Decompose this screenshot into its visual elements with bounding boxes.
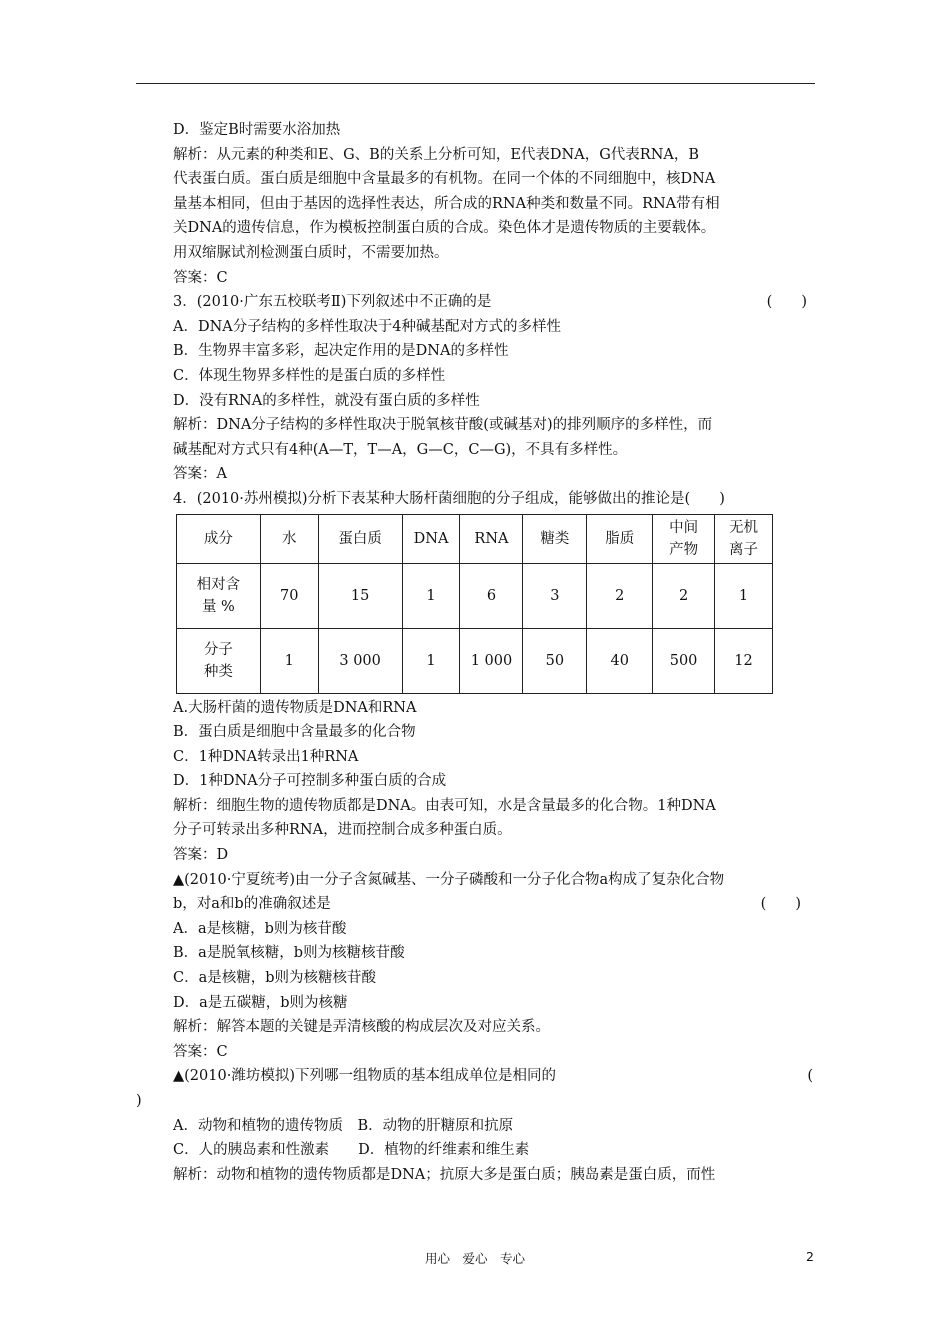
table-cell: 成分 — [177, 514, 261, 563]
answer-line: 答案：C — [173, 269, 228, 286]
table-cell: 蛋白质 — [318, 514, 402, 563]
table-cell: DNA — [402, 514, 460, 563]
text-line: 用双缩脲试剂检测蛋白质时，不需要加热。 — [173, 244, 449, 261]
composition-table-wrapper — [176, 514, 815, 694]
question-6-stem-cont — [136, 1089, 815, 1114]
options-row: A．动物和植物的遗传物质 B．动物的肝糖原和抗原 — [173, 1117, 514, 1134]
table-cell: 1 — [402, 628, 460, 693]
option-b: B．蛋白质是细胞中含量最多的化合物 — [173, 724, 416, 741]
options-row: C．人的胰岛素和性激素 D．植物的纤维素和维生素 — [173, 1142, 530, 1159]
question-5-stem: ▲(2010·宁夏统考)由一分子含氮碱基、一分子磷酸和一分子化合物a构成了复杂化合物 — [173, 871, 725, 888]
question-6-stem-text: ▲(2010·潍坊模拟)下列哪一组物质的基本组成单位是相同的 — [173, 1068, 556, 1085]
option-c: C．体现生物界多样性的是蛋白质的多样性 — [173, 367, 446, 384]
answer-bracket: ( ) — [766, 294, 807, 311]
table-cell: RNA — [460, 514, 523, 563]
answer-bracket-close: ) — [136, 1093, 142, 1109]
page-number: 2 — [806, 1249, 814, 1264]
table-cell: 分子 种类 — [177, 628, 261, 693]
table-cell: 相对含 量 % — [177, 563, 261, 628]
option-b: B．生物界丰富多彩，起决定作用的是DNA的多样性 — [173, 343, 509, 360]
table-cell: 2 — [587, 563, 653, 628]
table-cell: 1 — [715, 563, 773, 628]
analysis-line: 解析：DNA分子结构的多样性取决于脱氧核苷酸(或碱基对)的排列顺序的多样性，而 — [173, 417, 713, 434]
question-3-stem — [173, 290, 815, 315]
table-row — [177, 563, 773, 628]
answer-line: 答案：C — [173, 1043, 228, 1060]
table-cell: 50 — [523, 628, 587, 693]
document-body — [136, 118, 815, 1187]
option-c: C．a是核糖，b则为核糖核苷酸 — [173, 970, 377, 987]
table-cell: 15 — [318, 563, 402, 628]
table-cell: 2 — [653, 563, 715, 628]
table-cell: 12 — [715, 628, 773, 693]
table-cell: 1 — [402, 563, 460, 628]
option-d: D．1种DNA分子可控制多种蛋白质的合成 — [173, 773, 447, 790]
option-a: A．a是核糖，b则为核苷酸 — [173, 920, 347, 937]
answer-line: 答案：D — [173, 847, 229, 864]
table-cell: 6 — [460, 563, 523, 628]
question-4-stem: 4．(2010·苏州模拟)分析下表某种大肠杆菌细胞的分子组成，能够做出的推论是( ) — [173, 490, 725, 507]
question-5-stem-text: b，对a和b的准确叙述是 — [173, 896, 331, 913]
text-line: 量基本相同，但由于基因的选择性表达，所合成的RNA种类和数量不同。RNA带有相 — [173, 195, 720, 212]
question-6-stem — [173, 1064, 815, 1089]
table-cell: 40 — [587, 628, 653, 693]
option-b: B．a是脱氧核糖，b则为核糖核苷酸 — [173, 945, 405, 962]
analysis-line: 解析：动物和植物的遗传物质都是DNA；抗原大多是蛋白质；胰岛素是蛋白质，而性 — [173, 1166, 716, 1183]
header-rule — [136, 83, 815, 84]
answer-bracket: ( ) — [760, 896, 801, 913]
table-cell: 3 000 — [318, 628, 402, 693]
answer-bracket-open: ( — [807, 1068, 813, 1085]
option-c: C．1种DNA转录出1种RNA — [173, 748, 359, 765]
question-5-stem-cont — [173, 892, 815, 917]
footer-slogan: 用心 爱心 专心 — [424, 1251, 525, 1266]
option-d: D．a是五碳糖，b则为核糖 — [173, 994, 348, 1011]
text-line: 代表蛋白质。蛋白质是细胞中含量最多的有机物。在同一个体的不同细胞中，核DNA — [173, 171, 716, 188]
option-d: D．没有RNA的多样性，就没有蛋白质的多样性 — [173, 392, 480, 409]
table-cell: 3 — [523, 563, 587, 628]
text-line: 解析：从元素的种类和E、G、B的关系上分析可知，E代表DNA，G代表RNA，B — [173, 146, 700, 163]
table-cell: 500 — [653, 628, 715, 693]
table-cell: 中间 产物 — [653, 514, 715, 563]
table-cell: 糖类 — [523, 514, 587, 563]
table-cell: 1 — [260, 628, 318, 693]
table-header-row — [177, 514, 773, 563]
analysis-line: 分子可转录出多种RNA，进而控制合成多种蛋白质。 — [173, 822, 512, 839]
analysis-line: 解析：细胞生物的遗传物质都是DNA。由表可知，水是含量最多的化合物。1种DNA — [173, 797, 716, 814]
table-cell: 70 — [260, 563, 318, 628]
table-row — [177, 628, 773, 693]
table-cell: 1 000 — [460, 628, 523, 693]
analysis-line: 解析：解答本题的关键是弄清核酸的构成层次及对应关系。 — [173, 1019, 550, 1036]
table-cell: 水 — [260, 514, 318, 563]
table-cell: 无机 离子 — [715, 514, 773, 563]
option-a: A．DNA分子结构的多样性取决于4种碱基配对方式的多样性 — [173, 318, 561, 335]
option-a: A.大肠杆菌的遗传物质是DNA和RNA — [173, 699, 417, 716]
text-line: D．鉴定B时需要水浴加热 — [173, 122, 341, 138]
answer-line: 答案：A — [173, 466, 227, 483]
composition-table — [176, 514, 773, 694]
table-cell: 脂质 — [587, 514, 653, 563]
question-3-stem-text: 3．(2010·广东五校联考Ⅱ)下列叙述中不正确的是 — [173, 294, 492, 311]
text-line: 关DNA的遗传信息，作为模板控制蛋白质的合成。染色体才是遗传物质的主要载体。 — [173, 220, 716, 237]
analysis-line: 碱基配对方式只有4种(A—T，T—A，G—C，C—G)，不具有多样性。 — [173, 441, 628, 458]
